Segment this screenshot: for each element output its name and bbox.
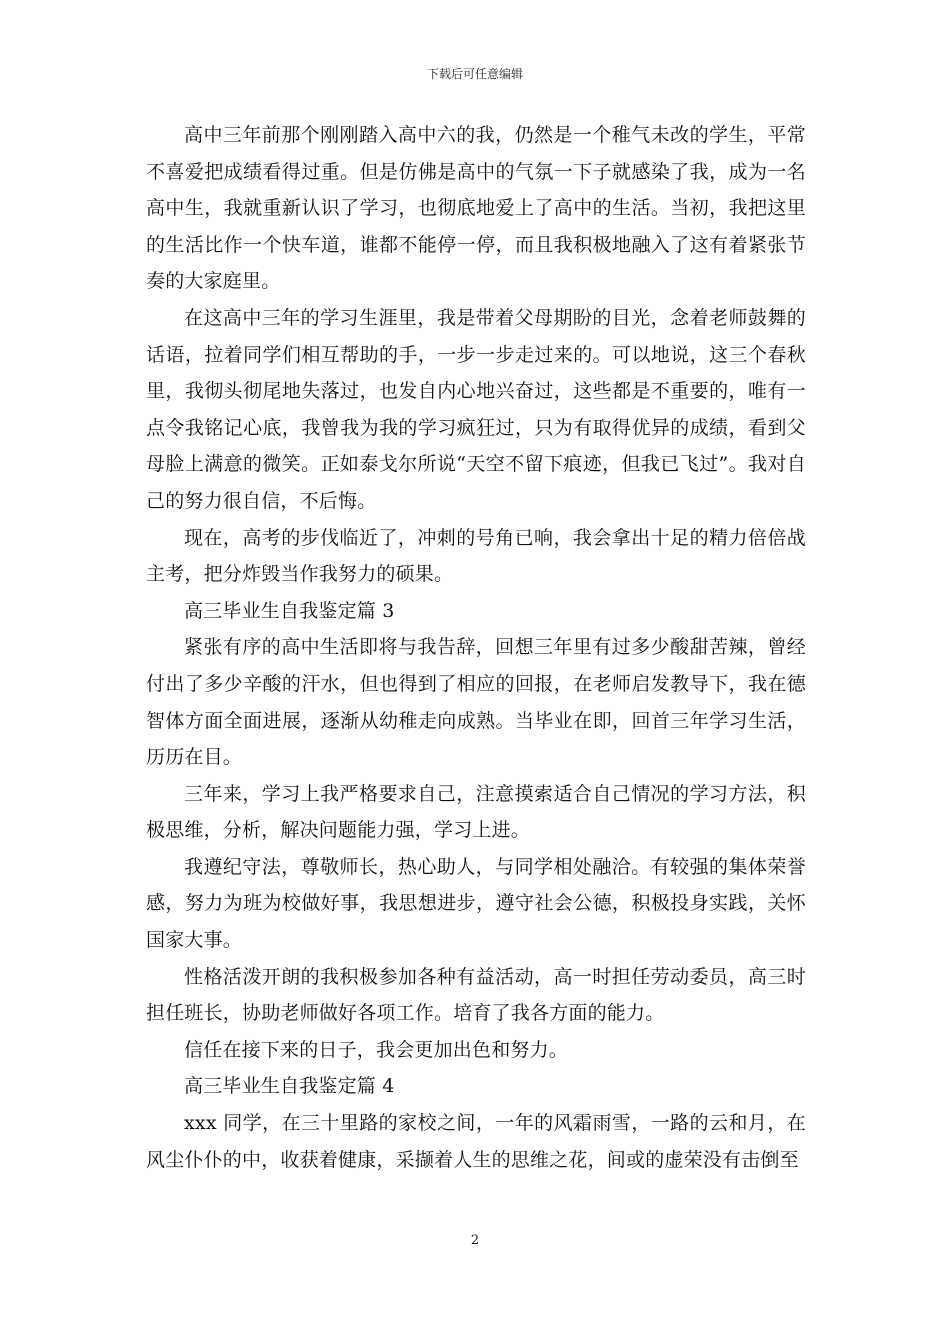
paragraph-8: 性格活泼开朗的我积极参加各种有益活动，高一时担任劳动委员，高三时担任班长，协助老师做好各项工作。培育了我各方面的能力。 <box>146 965 806 1025</box>
paragraph-3: 现在，高考的步伐临近了，冲刺的号角已响，我会拿出十足的精力倍倍战主考，把分炸毁当作我努力的硕果。 <box>146 526 806 586</box>
paragraph-7: 我遵纪守法，尊敬师长，热心助人，与同学相处融洽。有较强的集体荣誉感，努力为班为校做好事，我思想进步，遵守社会公德，积极投身实践，关怀国家大事。 <box>146 855 806 952</box>
section-heading-4: 高三毕业生自我鉴定篇 4 <box>184 1075 395 1098</box>
section-heading-3: 高三毕业生自我鉴定篇 3 <box>184 599 395 622</box>
page-header: 下载后可任意编辑 <box>426 67 523 81</box>
page-number: 2 <box>470 1233 480 1248</box>
document-body <box>146 117 806 1178</box>
paragraph-11: xxx 同学，在三十里路的家校之间，一年的风霜雨雪，一路的云和月，在风尘仆仆的中，收获着健康，采撷着人生的思维之花，间或的虚荣没有击倒至 <box>146 1112 806 1171</box>
paragraph-5: 紧张有序的高中生活即将与我告辞，回想三年里有过多少酸甜苦辣，曾经付出了多少辛酸的汗水，但也得到了相应的回报，在老师启发教导下，我在德智体方面全面进展，逐渐从幼稚走向成熟。当毕业在即，回首三年学习生活，历历在目。 <box>146 636 806 769</box>
paragraph-6: 三年来，学习上我严格要求自己，注意摸索适合自己情况的学习方法，积极思维，分析，解决问题能力强，学习上进。 <box>146 782 806 842</box>
paragraph-1: 高中三年前那个刚刚踏入高中六的我，仍然是一个稚气未改的学生，平常不喜爱把成绩看得过重。但是仿佛是高中的气氛一下子就感染了我，成为一名高中生，我就重新认识了学习，也彻底地爱上了高中的生活。当初，我把这里的生活比作一个快车道，谁都不能停一停，而且我积极地融入了这有着紧张节奏的大家庭里。 <box>146 124 806 293</box>
paragraph-2: 在这高中三年的学习生涯里，我是带着父母期盼的目光，念着老师鼓舞的话语，拉着同学们相互帮助的手，一步一步走过来的。可以地说，这三个春秋里，我彻头彻尾地失落过，也发自内心地兴奋过，这些都是不重要的，唯有一点令我铭记心底，我曾我为我的学习疯狂过，只为有取得优异的成绩，看到父母脸上满意的微笑。正如泰戈尔所说“天空不留下痕迹，但我已飞过”。我对自己的努力很自信，不后悔。 <box>146 306 806 512</box>
paragraph-9: 信任在接下来的日子，我会更加出色和努力。 <box>184 1038 569 1061</box>
